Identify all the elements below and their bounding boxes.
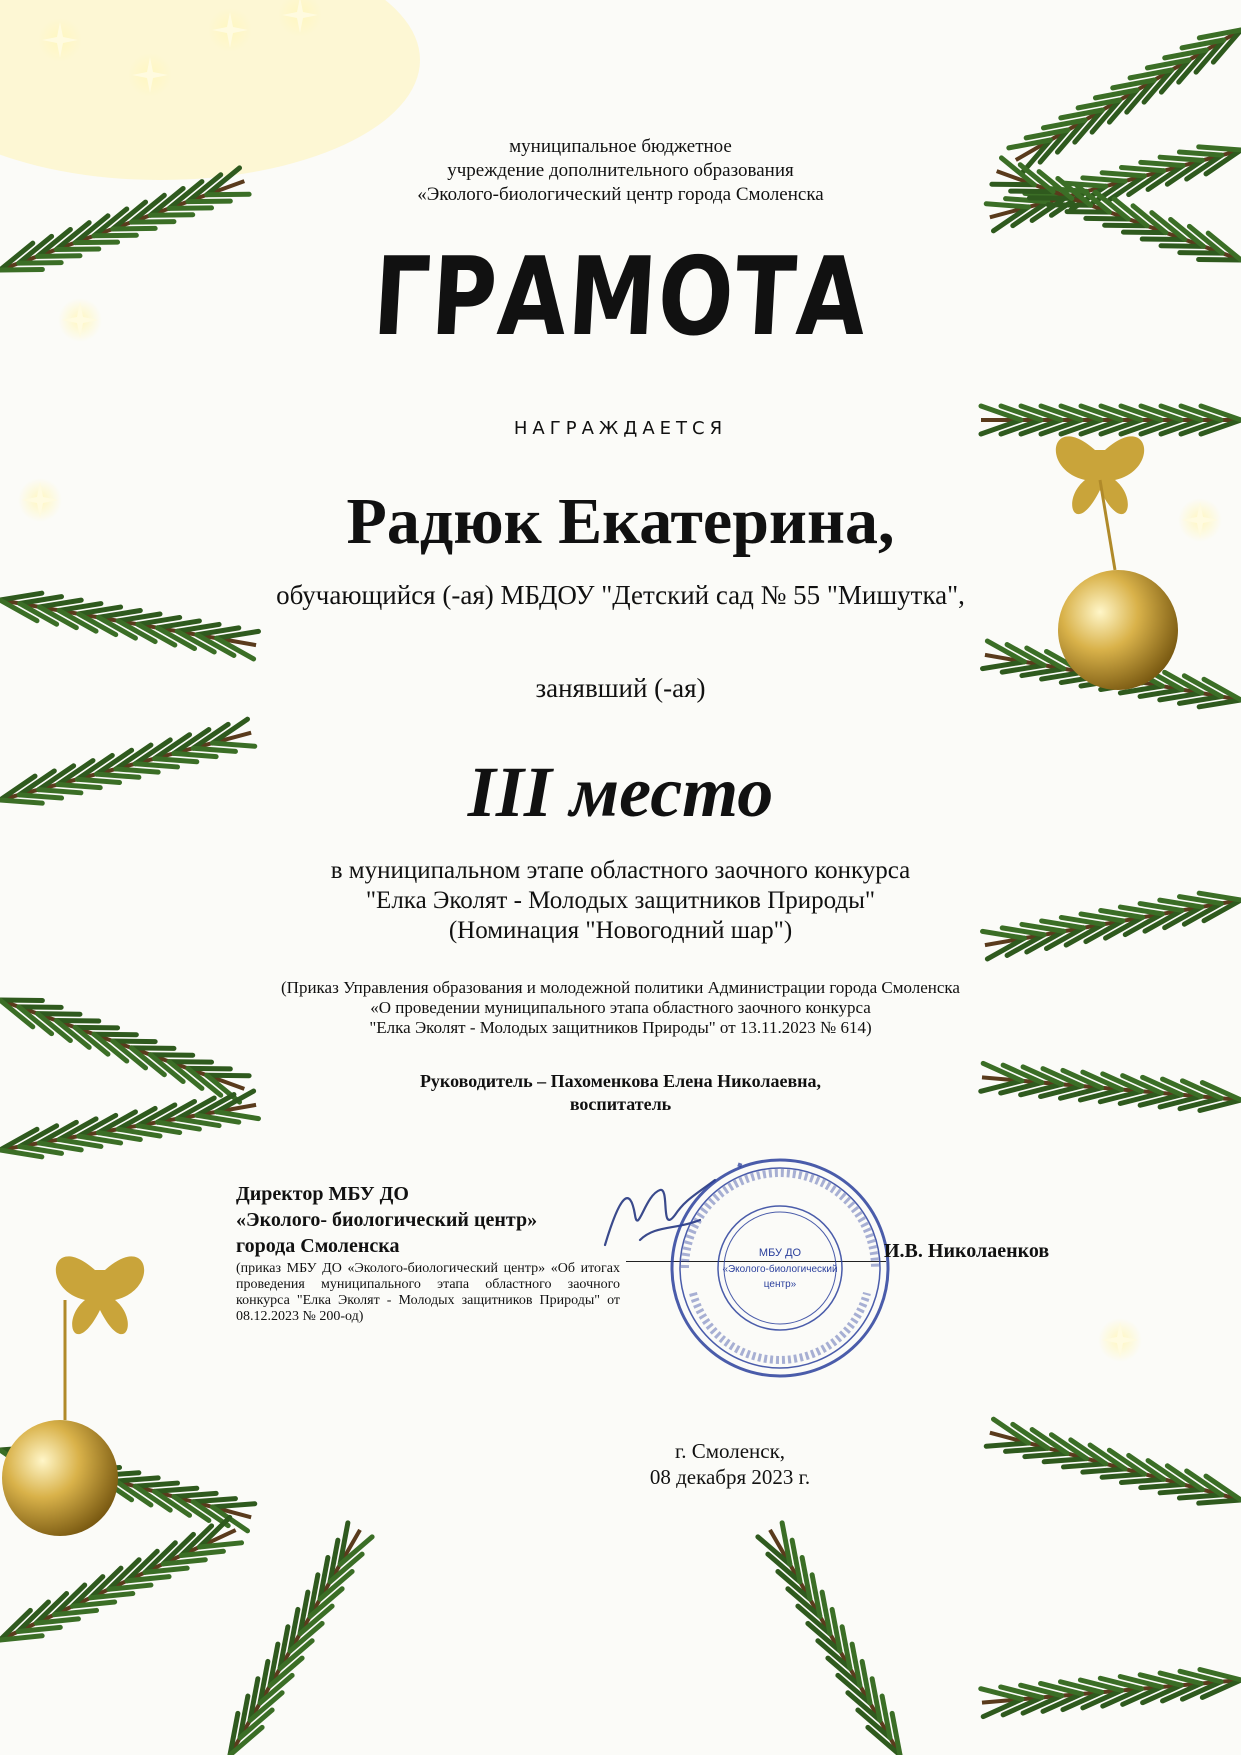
contest-line-3: (Номинация "Новогодний шар")	[448, 917, 793, 944]
leader-block	[0, 1070, 1241, 1116]
footer-date: 08 декабря 2023 г.	[649, 1465, 811, 1489]
order-reference	[0, 978, 1241, 1038]
order-line-3: "Елка Эколят - Молодых защитников Природы" от 13.11.2023 № 614)	[369, 1018, 872, 1037]
org-line-1: муниципальное бюджетное	[509, 136, 732, 157]
contest-line-1: в муниципальном этапе областного заочного конкурса	[330, 857, 911, 884]
place-award: III место	[467, 752, 774, 832]
organization-header	[0, 135, 1241, 207]
director-line-1: Директор МБУ ДО	[236, 1183, 409, 1205]
certificate-title: ГРАМОТА	[369, 235, 871, 360]
org-line-3: «Эколого-биологический центр города Смоленска	[417, 184, 824, 205]
order-line-2: «О проведении муниципального этапа областного заочного конкурса	[370, 998, 871, 1017]
leader-line-1: Руководитель – Пахоменкова Елена Николаевна,	[419, 1071, 822, 1091]
footer-city: г. Смоленск,	[674, 1439, 786, 1463]
official-stamp	[665, 1153, 895, 1383]
director-line-2: «Эколого- биологический центр»	[236, 1209, 538, 1231]
contest-description	[0, 856, 1241, 946]
director-order-text: (приказ МБУ ДО «Эколого-биологический центр» «Об итогах проведения муниципального этапа областного заочного конкурса "Елка Эколят - Молодых защитников Природы" от 08.12.2023 № 200-од)	[236, 1261, 620, 1324]
order-line-1: (Приказ Управления образования и молодежной политики Администрации города Смоленска	[281, 978, 960, 997]
awarded-label: НАГРАЖДАЕТСЯ	[513, 418, 728, 439]
signer-name: И.В. Николаенков	[884, 1240, 1050, 1262]
org-line-2: учреждение дополнительного образования	[447, 160, 794, 181]
contest-line-2: "Елка Эколят - Молодых защитников Природы"	[365, 887, 876, 914]
leader-line-2: воспитатель	[569, 1094, 672, 1114]
recipient-student-line: обучающийся (-ая) МБДОУ "Детский сад № 55 "Мишутка",	[276, 580, 965, 610]
recipient-name: Радюк Екатерина,	[346, 485, 895, 558]
took-label: занявший (-ая)	[535, 673, 706, 703]
footer-place-date	[530, 1438, 930, 1490]
stamp-line-2: «Эколого-биологический	[722, 1264, 838, 1275]
stamp-line-3: центр»	[763, 1279, 797, 1290]
director-block	[236, 1181, 620, 1325]
director-line-3: города Смоленска	[236, 1235, 400, 1257]
stamp-line-1: МБУ ДО	[758, 1247, 802, 1259]
